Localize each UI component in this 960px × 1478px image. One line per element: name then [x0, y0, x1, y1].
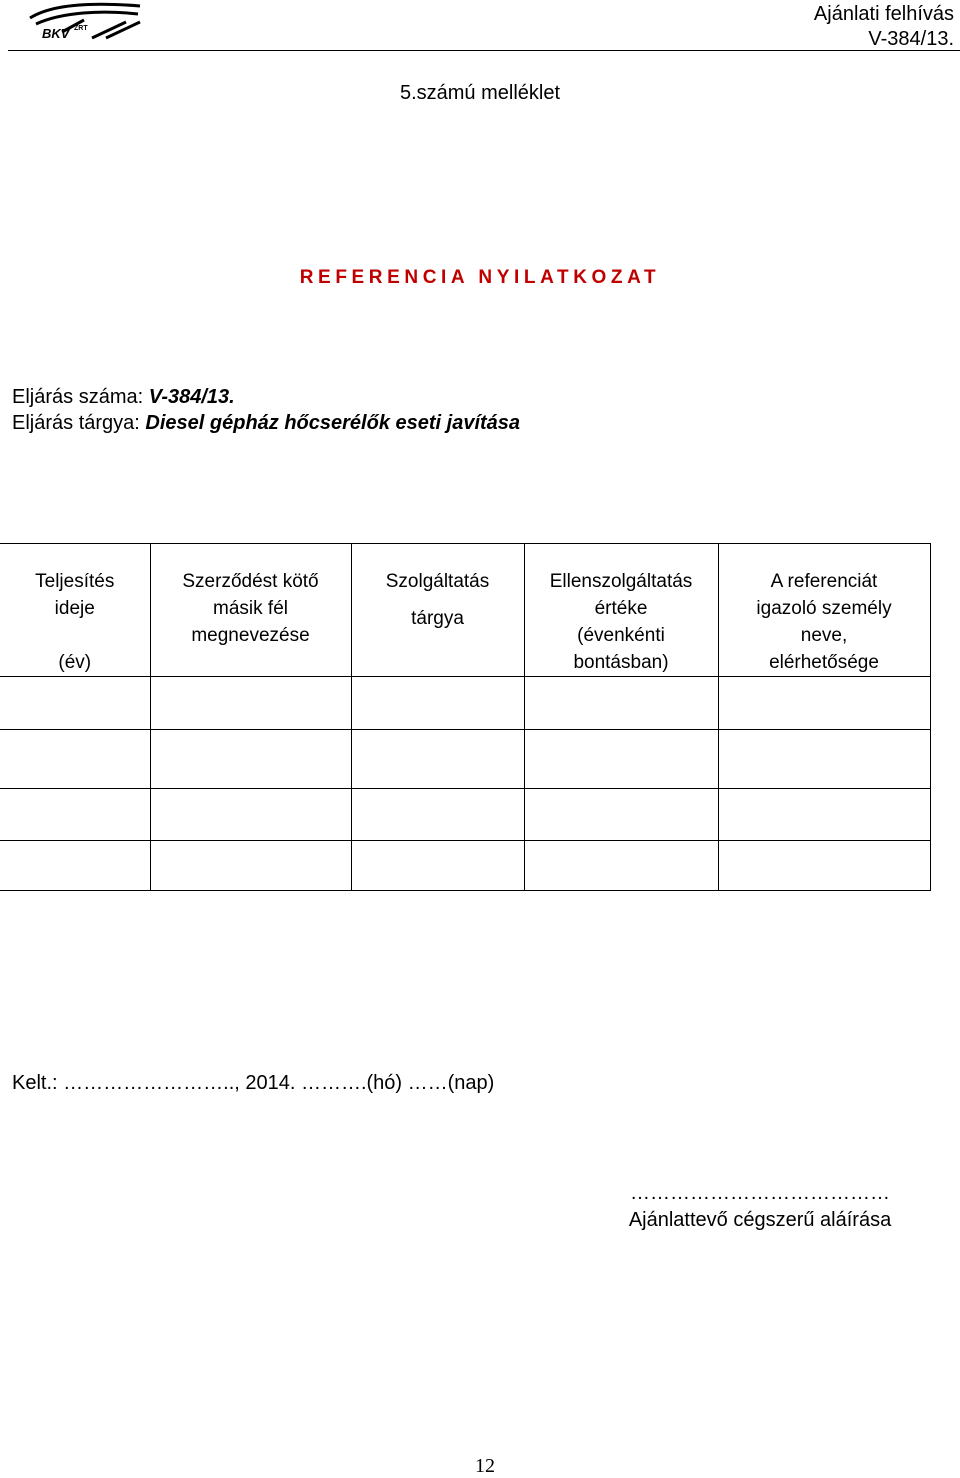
table-cell[interactable]: [718, 677, 930, 730]
doc-type: Ajánlati felhívás: [813, 3, 954, 25]
table-cell[interactable]: [150, 730, 351, 789]
table-cell[interactable]: [351, 730, 524, 789]
table-cell[interactable]: [0, 789, 150, 841]
table-cell[interactable]: [718, 789, 930, 841]
signature-block: [600, 1180, 920, 1234]
header-info: [814, 2, 954, 52]
table-row: [0, 677, 930, 730]
table-header-row: [0, 544, 930, 677]
col-header-value: Ellenszolgáltatás értéke (évenkénti bontásban): [524, 544, 718, 677]
bkv-logo: [22, 0, 152, 42]
table-cell[interactable]: [150, 841, 351, 891]
table-cell[interactable]: [524, 730, 718, 789]
table-cell[interactable]: [0, 730, 150, 789]
table-row: [0, 789, 930, 841]
svg-text:BKV: BKV: [42, 26, 70, 41]
procedure-subject-value: Diesel gépház hőcserélők eseti javítása: [145, 412, 521, 434]
table-cell[interactable]: [351, 841, 524, 891]
table-cell[interactable]: [150, 789, 351, 841]
table-cell[interactable]: [351, 789, 524, 841]
reference-table: [0, 543, 931, 891]
header-divider: [8, 50, 960, 51]
table-cell[interactable]: [524, 677, 718, 730]
svg-text:ZRT: ZRT: [74, 25, 88, 32]
table-cell[interactable]: [718, 730, 930, 789]
table-cell[interactable]: [718, 841, 930, 891]
table-cell[interactable]: [150, 677, 351, 730]
signature-dots: …………………………………: [630, 1182, 890, 1204]
table-cell[interactable]: [524, 841, 718, 891]
procedure-number: [12, 386, 235, 409]
col-header-year: Teljesítés ideje (év): [0, 544, 150, 677]
table-cell[interactable]: [351, 677, 524, 730]
table-cell[interactable]: [0, 677, 150, 730]
date-line: Kelt.: …………………….., 2014. ……….(hó) ……(nap): [12, 1072, 495, 1094]
procedure-number-label: Eljárás száma:: [12, 386, 144, 408]
table-cell[interactable]: [0, 841, 150, 891]
signature-label: Ajánlattevő cégszerű aláírása: [628, 1209, 892, 1231]
col-header-contact-person: A referenciát igazoló személy neve, elérhetősége: [718, 544, 930, 677]
annex-label: 5.számú melléklet: [399, 82, 561, 104]
procedure-subject: [12, 412, 520, 435]
page-number: 12: [475, 1455, 495, 1477]
procedure-number-value: V-384/13.: [148, 386, 235, 408]
table-row: [0, 730, 930, 789]
table-row: [0, 841, 930, 891]
document-title: REFERENCIA NYILATKOZAT: [299, 267, 661, 288]
procedure-subject-label: Eljárás tárgya:: [12, 412, 140, 434]
table-cell[interactable]: [524, 789, 718, 841]
col-header-contracting-party: Szerződést kötő másik fél megnevezése: [150, 544, 351, 677]
doc-number: V-384/13.: [868, 28, 954, 50]
col-header-service-subject: Szolgáltatás tárgya: [351, 544, 524, 677]
